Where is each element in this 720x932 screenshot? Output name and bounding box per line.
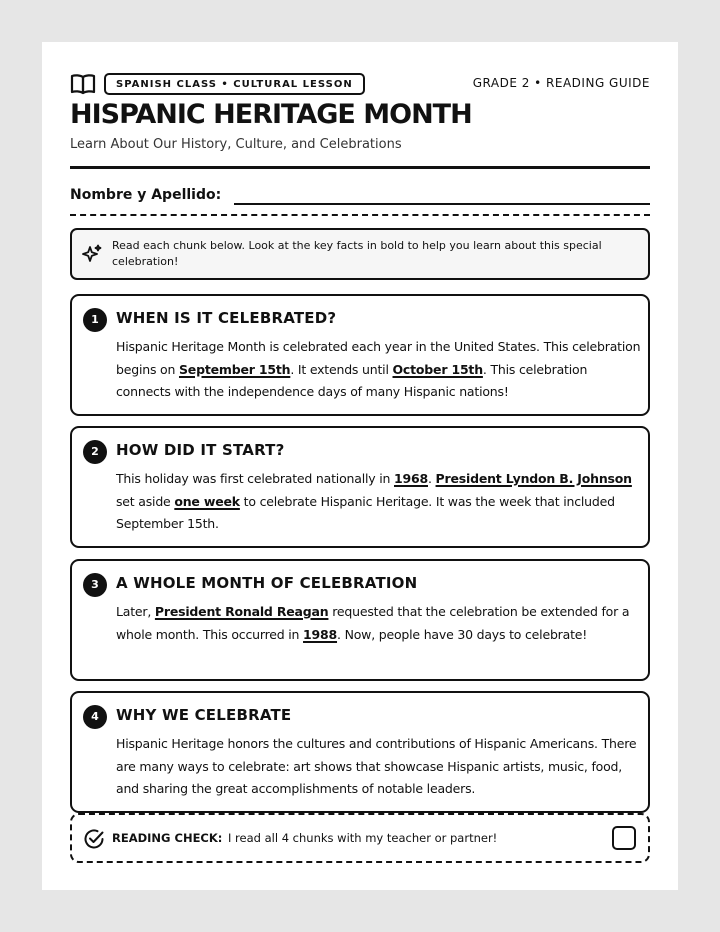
text-run: . [428, 471, 436, 486]
grade-label: GRADE 2 • READING GUIDE [472, 76, 650, 90]
chunk-text [116, 601, 643, 646]
chunk-card [70, 559, 650, 681]
reading-check-text: I read all 4 chunks with my teacher or partner! [228, 831, 498, 845]
text-run: Later, [116, 604, 155, 619]
chunk-number: 1 [83, 308, 107, 332]
key-fact: 1968 [394, 471, 428, 486]
text-run: . This celebration connects with the independence days of many Hispanic nations! [116, 361, 588, 399]
key-fact: President Ronald Reagan [154, 604, 329, 619]
worksheet-page [42, 42, 678, 890]
chunk-title: WHEN IS IT CELEBRATED? [116, 309, 337, 327]
dashed-divider [70, 214, 650, 216]
reading-check-checkbox[interactable] [612, 826, 636, 850]
text-run: . It extends until [290, 361, 393, 377]
lesson-badge: SPANISH CLASS • CULTURAL LESSON [104, 73, 365, 95]
name-field[interactable] [234, 203, 650, 205]
chunk-card [70, 691, 650, 813]
text-run: This holiday was first celebrated nationally in [116, 471, 394, 486]
text-run: Hispanic Heritage honors the cultures and contributions of Hispanic Americans. There are many ways to celebrate: art shows that showcase Hispanic artists, music, food, and sharing the great accomplishments of notable leaders. [116, 736, 637, 796]
header-top [70, 72, 650, 98]
instruction-text: Read each chunk below. Look at the key facts in bold to help you learn about this special celebration! [112, 239, 602, 268]
key-fact: October 15th [392, 361, 483, 377]
chunk-card [70, 294, 650, 416]
chunk-title: HOW DID IT START? [116, 441, 285, 459]
key-fact: 1988 [303, 626, 338, 642]
reading-check-label: READING CHECK: [112, 831, 223, 845]
chunk-number: 3 [83, 573, 107, 597]
text-run: to celebrate Hispanic Heritage. It was the week that included September 15th. [116, 493, 615, 531]
instruction-box [70, 228, 650, 280]
chunk-number: 4 [83, 705, 107, 729]
name-label: Nombre y Apellido: [70, 187, 222, 203]
reading-check [70, 813, 650, 863]
chunk-text [116, 336, 643, 404]
chunk-title: WHY WE CELEBRATE [116, 706, 292, 724]
text-run: set aside [116, 493, 175, 509]
text-run: Hispanic Heritage Month is celebrated each year in the United States. This celebration begins on [116, 339, 641, 377]
key-fact: President Lyndon B. Johnson [435, 471, 632, 486]
chunk-text [116, 468, 643, 536]
key-fact: September 15th [178, 361, 291, 377]
chunk-card [70, 426, 650, 548]
chunk-title: A WHOLE MONTH OF CELEBRATION [116, 574, 418, 592]
page-title: HISPANIC HERITAGE MONTH [70, 99, 472, 130]
key-fact: one week [174, 493, 240, 509]
text-run: . Now, people have 30 days to celebrate! [337, 626, 588, 642]
sparkle-icon [81, 244, 103, 266]
chunk-number: 2 [83, 440, 107, 464]
divider [70, 166, 650, 169]
check-circle-icon [83, 828, 105, 850]
chunk-text [116, 733, 643, 801]
text-run: requested that the celebration be extended for a whole month. This occurred in [116, 604, 630, 642]
page-subtitle: Learn About Our History, Culture, and Celebrations [70, 137, 402, 152]
book-icon [70, 73, 96, 99]
